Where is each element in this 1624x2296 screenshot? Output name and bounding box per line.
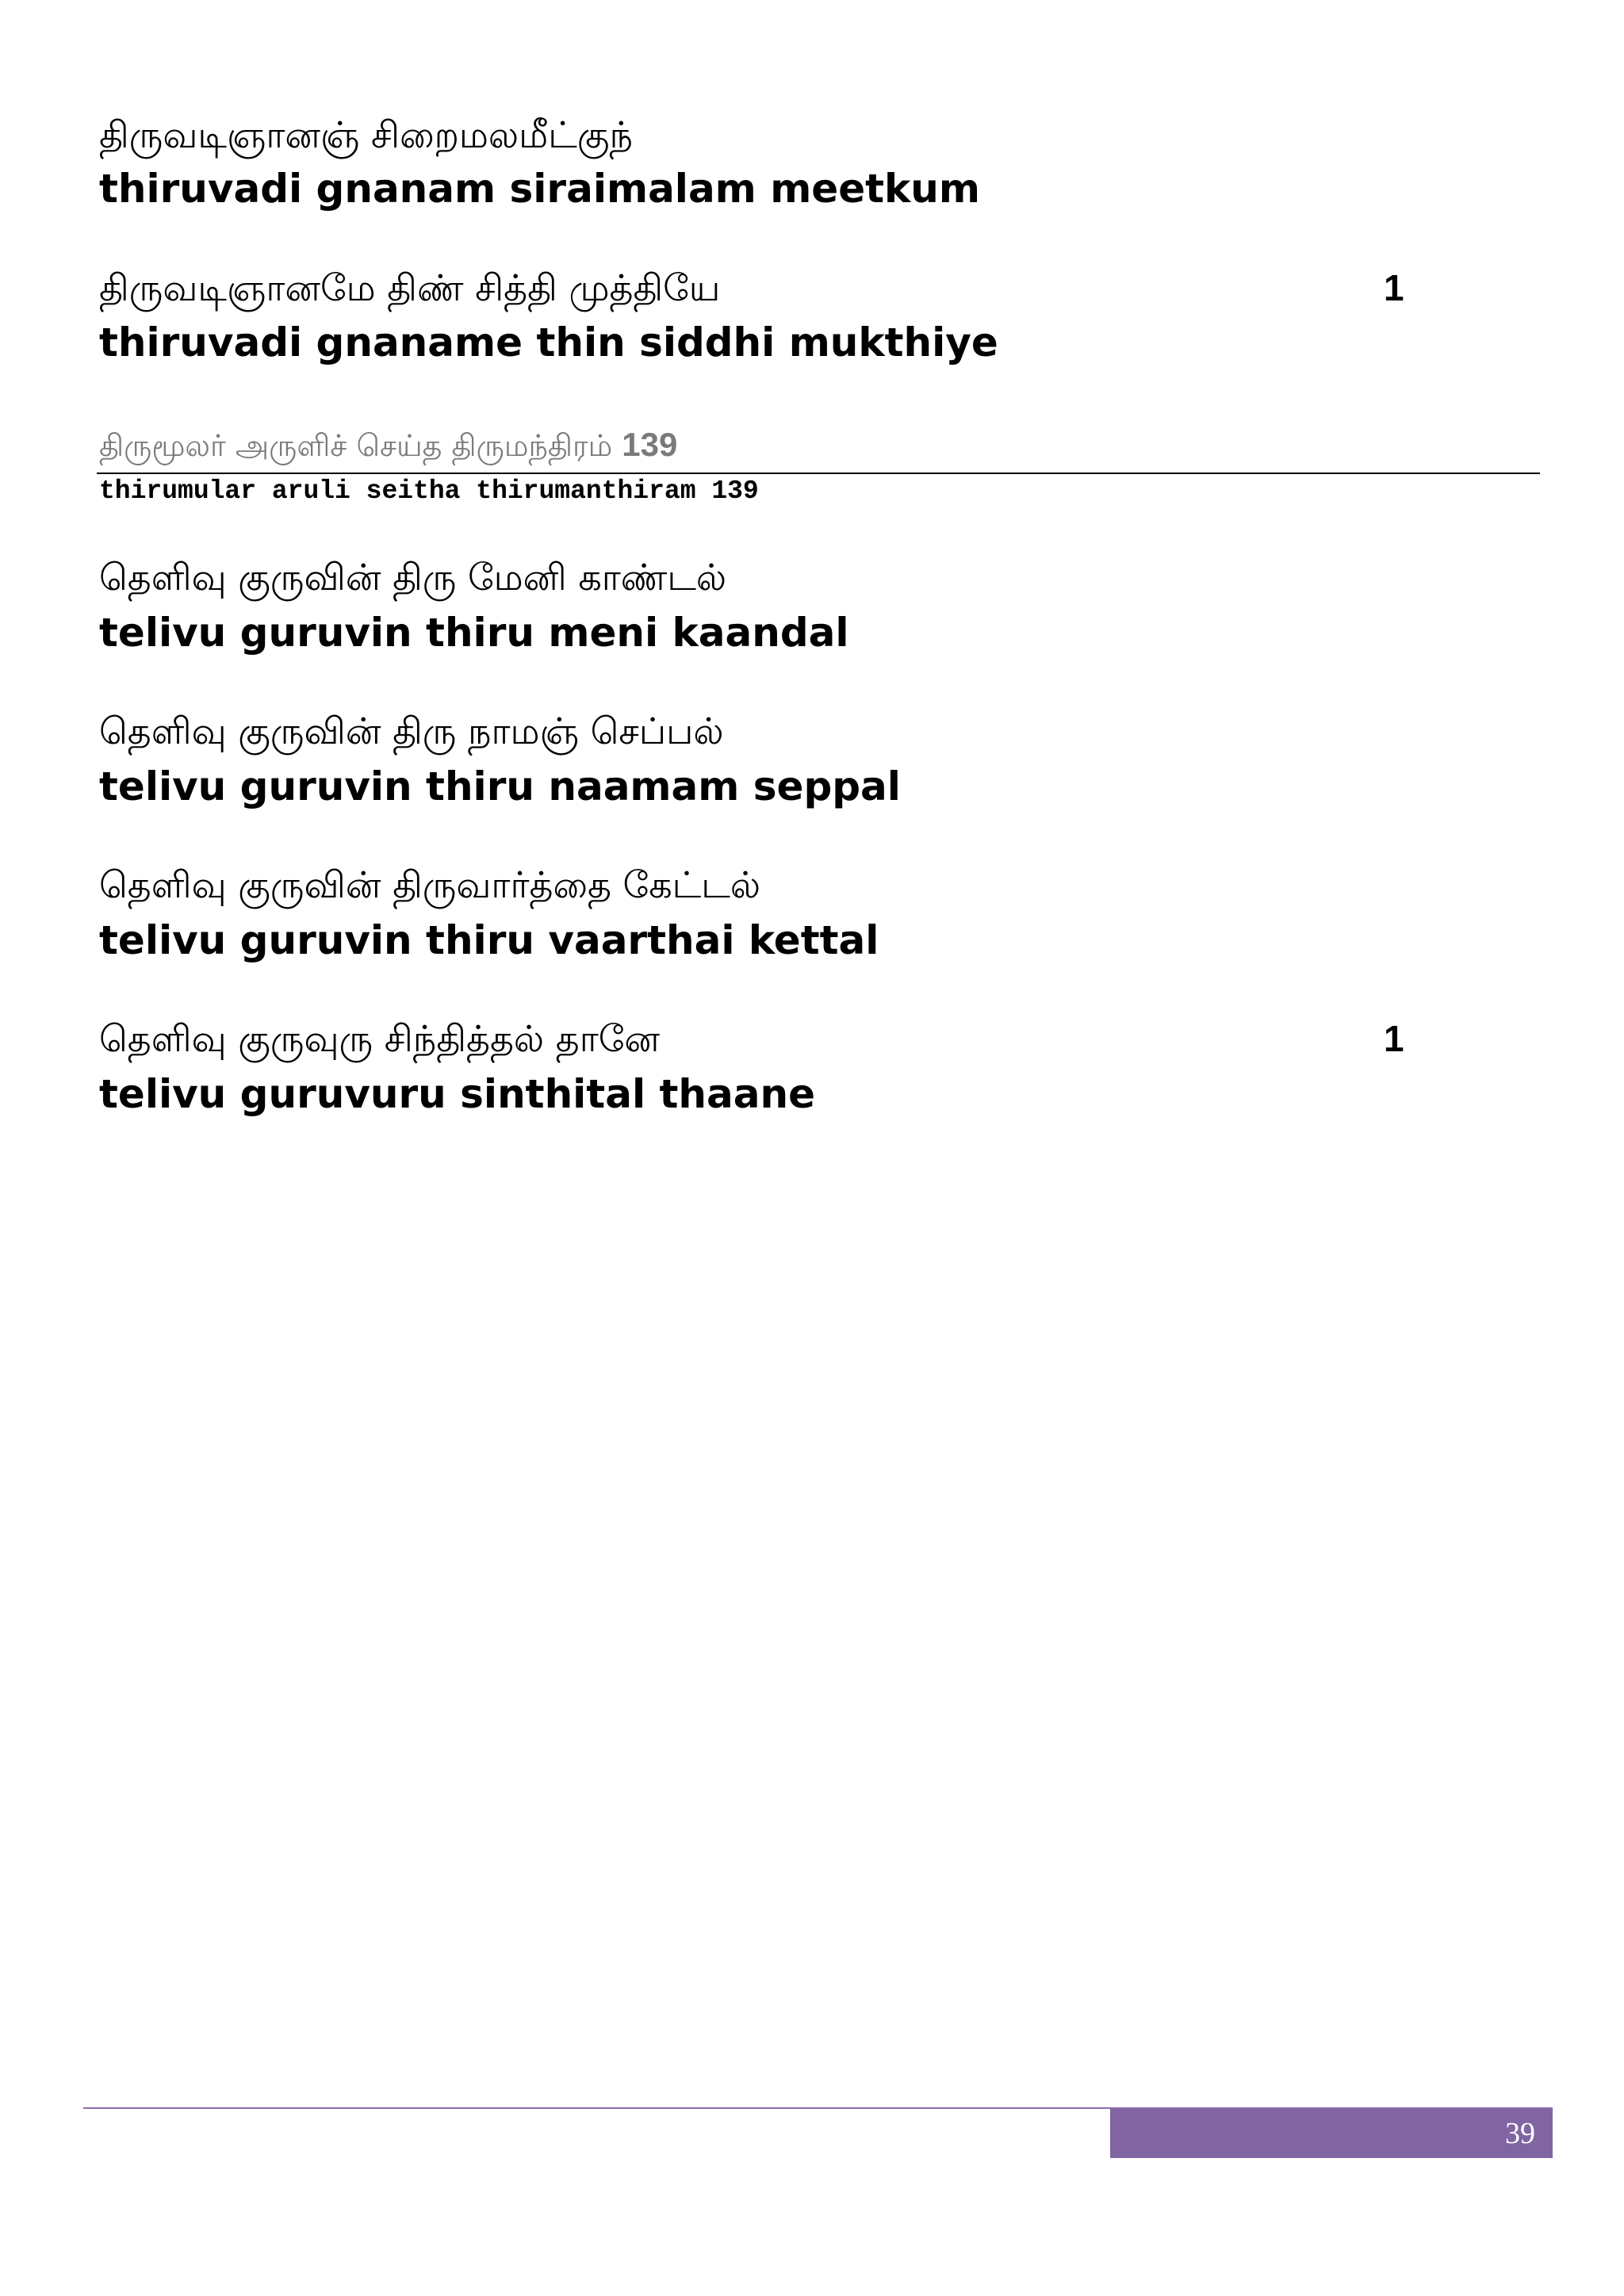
page-number-box	[1110, 2109, 1553, 2158]
source-title-text: திருமூலர் அருளிச் செய்த திருமந்திரம்	[99, 428, 613, 463]
verse-top-line-1-translit: thiruvadi gnanam siraimalam meetkum	[99, 166, 980, 212]
page-number: 39	[1505, 2117, 1535, 2150]
verse-main-line-3-tamil: தெளிவு குருவின் திருவார்த்தை கேட்டல்	[99, 863, 761, 906]
verse-main-line-2-translit: telivu guruvin thiru naamam seppal	[99, 763, 901, 809]
verse-main-line-2-tamil: தெளிவு குருவின் திரு நாமஞ் செப்பல்	[99, 710, 724, 752]
verse-top-line-1-tamil: திருவடிஞானஞ் சிறைமலமீட்குந்	[99, 113, 633, 156]
verse-main-line-4-tamil: தெளிவு குருவுரு சிந்தித்தல் தானே	[99, 1017, 661, 1060]
source-title-tamil	[99, 427, 677, 464]
verse-main-number: 1	[1384, 1018, 1404, 1059]
verse-main-line-1-tamil: தெளிவு குருவின் திரு மேனி காண்டல்	[99, 556, 727, 599]
verse-main-line-1-translit: telivu guruvin thiru meni kaandal	[99, 610, 849, 656]
source-title-number: 139	[622, 426, 678, 463]
verse-main-line-3-translit: telivu guruvin thiru vaarthai kettal	[99, 917, 879, 963]
source-title-translit: thirumular aruli seitha thirumanthiram 139	[99, 476, 759, 506]
verse-top-line-2-translit: thiruvadi gnaname thin siddhi mukthiye	[99, 320, 998, 365]
verse-top-line-2-tamil: திருவடிஞானமே திண் சித்தி முத்தியே	[99, 266, 721, 309]
source-divider	[97, 473, 1540, 474]
verse-main-line-4-translit: telivu guruvuru sinthital thaane	[99, 1071, 815, 1117]
verse-top-number: 1	[1384, 267, 1404, 308]
